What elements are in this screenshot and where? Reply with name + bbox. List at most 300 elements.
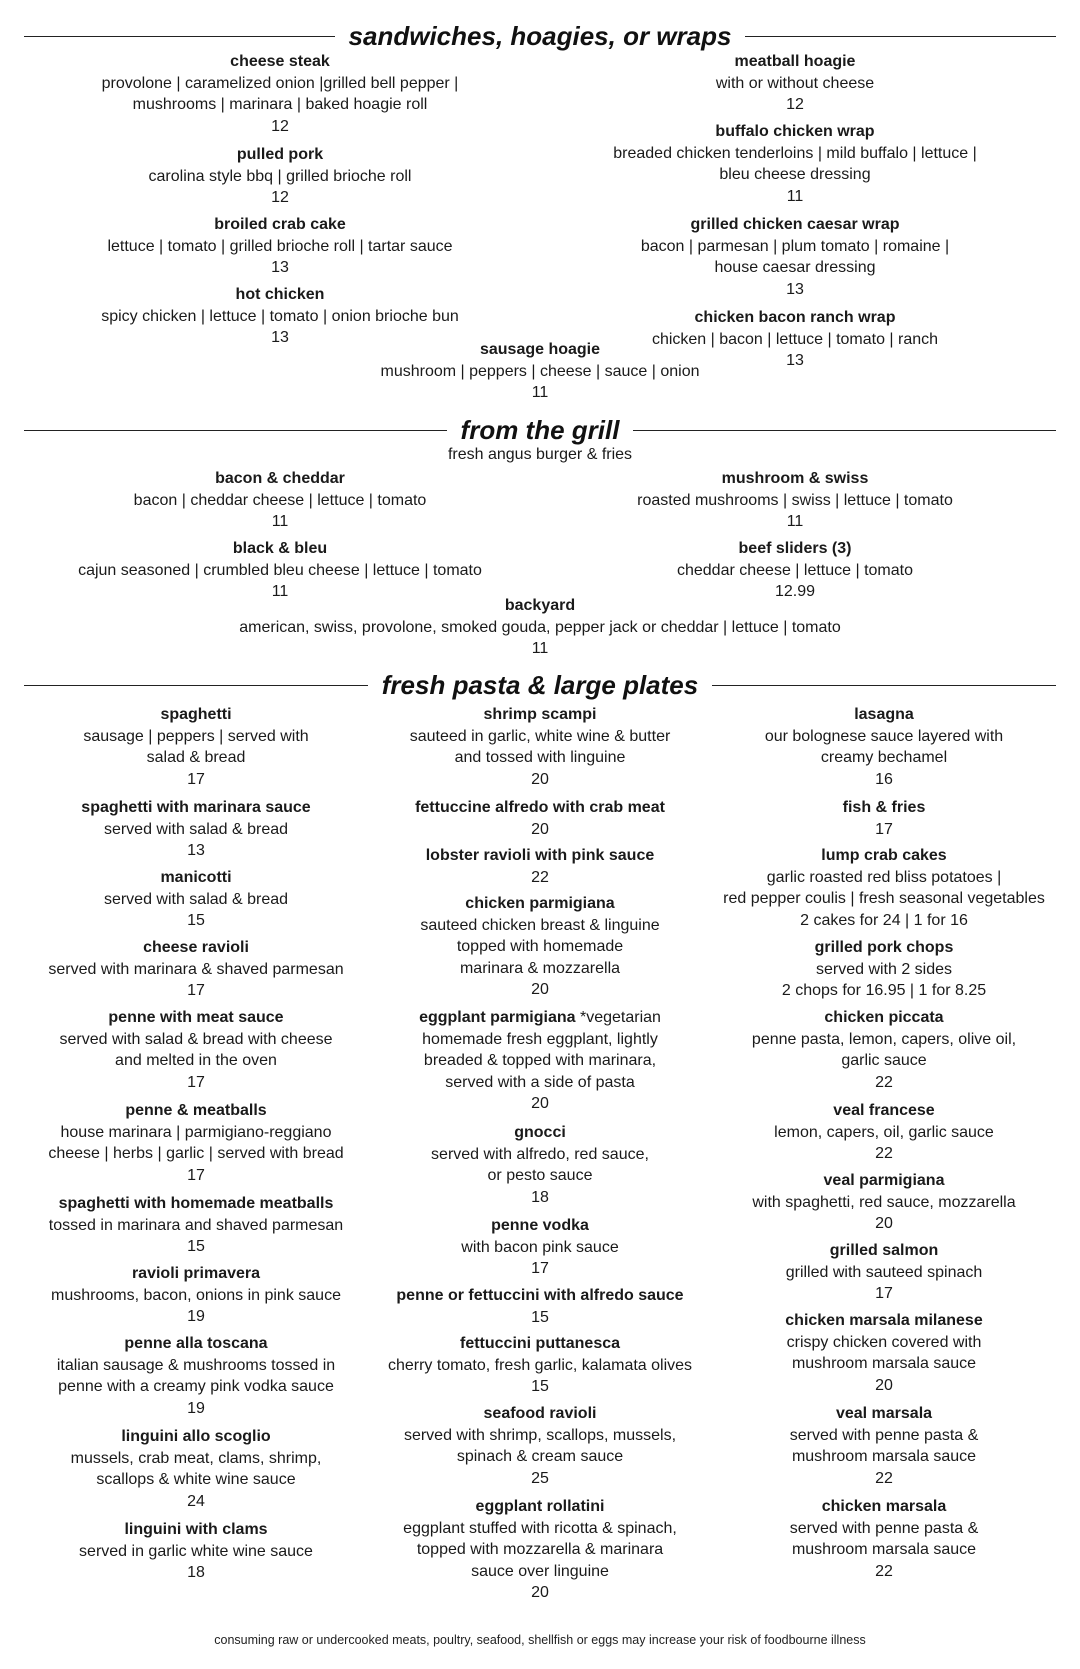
item-description	[60, 166, 500, 188]
menu-item	[20, 704, 372, 790]
item-description	[60, 73, 500, 116]
item-name-text: black & bleu	[232, 540, 328, 557]
item-description-line: carolina style bbq | grilled brioche roll	[148, 167, 412, 185]
item-price: 25	[531, 1469, 549, 1487]
item-name	[706, 1310, 1062, 1332]
item-price: 22	[875, 1562, 893, 1580]
item-description-line: creamy bechamel	[820, 749, 948, 766]
item-name-text: chicken marsala	[821, 1498, 947, 1515]
item-description-line: mushroom | peppers | cheese | sauce | onion	[380, 362, 700, 380]
item-name-text: fettuccini puttanesca	[459, 1335, 621, 1352]
item-description-line: with or without cheese	[715, 74, 875, 92]
item-name	[20, 1100, 372, 1122]
item-name-text: veal francese	[833, 1102, 935, 1119]
item-name	[706, 1403, 1062, 1425]
item-name-text: linguini allo scoglio	[121, 1428, 271, 1445]
item-name	[376, 1122, 704, 1144]
item-price: 20	[875, 1215, 893, 1232]
item-name-text: eggplant parmigiana	[419, 1009, 576, 1026]
section-subtitle: fresh angus burger & fries	[447, 446, 633, 463]
item-name-text: ravioli primavera	[131, 1265, 261, 1282]
menu-item	[20, 1100, 372, 1186]
menu-item	[706, 937, 1062, 1002]
item-price: 13	[786, 280, 804, 298]
item-description	[575, 236, 1015, 279]
item-description	[706, 1332, 1062, 1375]
item-price: 15	[531, 1378, 549, 1395]
item-name	[376, 1215, 704, 1237]
menu-item	[575, 538, 1015, 603]
item-price: 22	[531, 868, 549, 886]
item-description	[376, 726, 704, 769]
item-description-line: with bacon pink sauce	[461, 1238, 619, 1256]
item-description	[575, 560, 1015, 582]
item-price: 16	[875, 770, 893, 788]
item-description-line: house marinara | parmigiano-reggiano	[60, 1123, 332, 1141]
item-description	[575, 73, 1015, 95]
item-description	[20, 1122, 372, 1165]
item-description	[376, 915, 704, 980]
item-description	[290, 361, 790, 383]
menu-item	[376, 1215, 704, 1280]
item-description-line: served with shrimp, scallops, mussels,	[403, 1426, 677, 1444]
item-price: 19	[187, 1308, 205, 1325]
menu-item	[20, 797, 372, 862]
item-name	[376, 1496, 704, 1518]
item-name	[376, 1285, 704, 1307]
item-name-text: spaghetti with marinara sauce	[81, 799, 311, 816]
item-price: 2 cakes for 24 | 1 for 16	[800, 911, 968, 929]
item-name	[376, 1333, 704, 1355]
item-price: 15	[187, 1238, 205, 1255]
item-description-line: tossed in marinara and shaved parmesan	[48, 1216, 344, 1234]
section-title: sandwiches, hoagies, or wraps	[348, 20, 732, 51]
item-name-text: linguini with clams	[124, 1521, 268, 1538]
item-description-line: bacon | cheddar cheese | lettuce | tomato	[133, 491, 427, 509]
item-name	[376, 893, 704, 915]
item-price: 24	[187, 1492, 205, 1510]
menu-item	[376, 1496, 704, 1604]
item-name	[376, 704, 704, 726]
item-description	[706, 867, 1062, 910]
item-description-line: sauce over linguine	[471, 1562, 609, 1580]
item-description	[20, 1215, 372, 1237]
item-name-text: veal parmigiana	[823, 1172, 945, 1189]
item-name	[706, 937, 1062, 959]
menu-item	[60, 214, 500, 279]
item-price: 20	[531, 981, 549, 998]
item-price: 13	[786, 352, 804, 369]
item-description-line: cherry tomato, fresh garlic, kalamata olives	[387, 1356, 693, 1374]
item-name	[376, 797, 704, 819]
divider-rule	[633, 430, 1056, 431]
menu-item	[60, 51, 500, 137]
item-name	[706, 845, 1062, 867]
item-name	[20, 1263, 372, 1285]
menu-item	[575, 51, 1015, 116]
item-description	[706, 1425, 1062, 1468]
item-description	[20, 1541, 372, 1563]
menu-item	[706, 845, 1062, 931]
item-name	[706, 797, 1062, 819]
item-description	[60, 236, 500, 258]
divider-rule	[712, 685, 1056, 686]
item-description-line: penne pasta, lemon, capers, olive oil,	[751, 1030, 1017, 1048]
menu-item	[20, 1426, 372, 1512]
menu-item	[290, 339, 790, 404]
menu-item	[706, 704, 1062, 790]
item-name	[376, 1403, 704, 1425]
item-description	[376, 1144, 704, 1187]
item-name	[575, 51, 1015, 73]
item-description-line: or pesto sauce	[487, 1167, 593, 1184]
item-description	[20, 819, 372, 841]
item-name-text: penne with meat sauce	[108, 1009, 284, 1026]
item-description-line: cheddar cheese | lettuce | tomato	[676, 561, 913, 579]
menu-item	[706, 1403, 1062, 1489]
item-description-line: italian sausage & mushrooms tossed in	[56, 1356, 336, 1374]
item-name-text: buffalo chicken wrap	[715, 123, 875, 140]
item-name-text: grilled salmon	[829, 1242, 939, 1259]
item-description	[140, 617, 940, 639]
item-name-text: chicken bacon ranch wrap	[694, 309, 896, 326]
item-price: 12	[271, 117, 289, 135]
divider-rule	[24, 36, 335, 37]
item-description-line: bacon | parmesan | plum tomato | romaine |	[640, 237, 950, 255]
item-name-text: grilled chicken caesar wrap	[690, 216, 900, 233]
item-name	[20, 937, 372, 959]
item-name-text: lump crab cakes	[821, 847, 947, 864]
menu-item	[20, 1519, 372, 1584]
item-description	[376, 1425, 704, 1468]
item-description-line: mushroom marsala sauce	[791, 1541, 977, 1558]
item-name	[706, 704, 1062, 726]
item-price: 17	[187, 1073, 205, 1091]
item-description-line: served with penne pasta &	[789, 1519, 979, 1537]
menu-item	[706, 1310, 1062, 1396]
menu-item	[20, 1193, 372, 1258]
item-name	[575, 468, 1015, 490]
item-description-line: our bolognese sauce layered with	[764, 727, 1004, 745]
allergy-disclaimer: consuming raw or undercooked meats, poultry, seafood, shellfish or eggs may increase your risk of foodbourne illness	[214, 1633, 866, 1647]
item-description-line: american, swiss, provolone, smoked gouda, pepper jack or cheddar | lettuce | tomato	[239, 618, 841, 636]
item-description	[706, 1518, 1062, 1561]
item-price: 11	[786, 513, 804, 530]
item-description-line: served with salad & bread	[103, 890, 289, 908]
item-note: *vegetarian	[575, 1009, 661, 1026]
item-name	[20, 797, 372, 819]
item-name-text: mushroom & swiss	[721, 470, 869, 487]
item-name	[376, 1007, 704, 1029]
item-name	[706, 1007, 1062, 1029]
item-description-line: roasted mushrooms | swiss | lettuce | tomato	[637, 491, 953, 509]
item-name	[20, 704, 372, 726]
item-price: 11	[531, 640, 549, 657]
item-price: 20	[875, 1376, 893, 1394]
item-description	[706, 1122, 1062, 1144]
menu-item	[20, 1333, 372, 1419]
item-name	[575, 121, 1015, 143]
item-price: 22	[875, 1145, 893, 1162]
section-title: fresh pasta & large plates	[381, 669, 699, 700]
item-price: 15	[531, 1308, 549, 1326]
item-price: 13	[271, 259, 289, 276]
item-name	[575, 214, 1015, 236]
item-description	[50, 560, 510, 582]
divider-rule	[24, 685, 368, 686]
item-description-line: crispy chicken covered with	[786, 1333, 982, 1351]
item-price: 17	[531, 1260, 549, 1277]
item-description-line: served with marinara & shaved parmesan	[48, 960, 344, 978]
item-name-text: seafood ravioli	[483, 1405, 597, 1422]
item-name	[575, 538, 1015, 560]
item-name-text: cheese steak	[230, 53, 330, 70]
item-price: 12	[786, 96, 804, 113]
divider-rule	[24, 430, 447, 431]
item-description	[376, 1029, 704, 1094]
item-description	[20, 1285, 372, 1307]
item-name	[140, 595, 940, 617]
item-description-line: spinach & cream sauce	[456, 1448, 624, 1465]
item-description-line: mushrooms | marinara | baked hoagie roll	[132, 96, 428, 113]
menu-item	[376, 1285, 704, 1328]
item-description-line: topped with mozzarella & marinara	[416, 1541, 664, 1558]
section-title: from the grill	[460, 414, 620, 445]
menu-item	[706, 1170, 1062, 1235]
item-price: 20	[531, 770, 549, 788]
menu-item	[376, 797, 704, 840]
menu-item	[376, 704, 704, 790]
item-name-text: lasagna	[854, 706, 914, 723]
item-name	[20, 867, 372, 889]
divider-rule	[745, 36, 1056, 37]
item-price: 13	[271, 329, 289, 346]
item-description	[575, 143, 1015, 186]
menu-item	[60, 144, 500, 209]
item-name-text: manicotti	[160, 869, 232, 886]
menu-item	[20, 867, 372, 932]
menu-item	[575, 121, 1015, 207]
item-price: 11	[271, 583, 289, 600]
menu-item	[376, 893, 704, 1001]
item-description-line: penne with a creamy pink vodka sauce	[58, 1378, 334, 1395]
item-name	[575, 307, 1015, 329]
item-description	[376, 1518, 704, 1583]
item-name-text: chicken piccata	[824, 1009, 944, 1026]
item-description	[20, 889, 372, 911]
item-price: 11	[531, 384, 549, 401]
item-description	[706, 1029, 1062, 1072]
item-price: 22	[875, 1073, 893, 1091]
item-description-line: lemon, capers, oil, garlic sauce	[774, 1123, 994, 1141]
item-name-text: spaghetti	[160, 706, 232, 723]
item-price: 15	[187, 912, 205, 929]
item-description-line: mushroom marsala sauce	[791, 1448, 977, 1465]
item-name	[50, 468, 510, 490]
item-description	[20, 1355, 372, 1398]
item-name	[20, 1193, 372, 1215]
item-description-line: served with 2 sides	[815, 960, 953, 978]
item-description-line: and melted in the oven	[115, 1052, 277, 1069]
menu-item	[376, 1403, 704, 1489]
item-name-text: shrimp scampi	[483, 706, 597, 723]
item-description-line: chicken | bacon | lettuce | tomato | ranch	[651, 330, 939, 348]
item-price: 22	[875, 1469, 893, 1487]
item-price: 20	[531, 820, 549, 838]
item-description-line: red pepper coulis | fresh seasonal vegetables	[723, 890, 1045, 907]
item-name-text: cheese ravioli	[143, 939, 249, 956]
item-description-line: spicy chicken | lettuce | tomato | onion brioche bun	[101, 307, 459, 325]
item-description-line: breaded chicken tenderloins | mild buffalo | lettuce |	[613, 144, 977, 162]
item-name-text: broiled crab cake	[214, 216, 346, 233]
item-name	[60, 284, 500, 306]
item-name	[20, 1007, 372, 1029]
menu-item	[376, 845, 704, 888]
item-price: 17	[187, 982, 205, 999]
item-name-text: penne & meatballs	[125, 1102, 267, 1119]
item-description	[706, 1262, 1062, 1284]
item-name-text: hot chicken	[235, 286, 325, 303]
item-description-line: mushrooms, bacon, onions in pink sauce	[51, 1286, 341, 1304]
item-name	[50, 538, 510, 560]
item-description-line: house caesar dressing	[714, 259, 876, 276]
item-price: 2 chops for 16.95 | 1 for 8.25	[781, 982, 987, 999]
item-description	[20, 726, 372, 769]
item-description	[20, 1029, 372, 1072]
item-description-line: sausage | peppers | served with	[83, 727, 309, 745]
menu-item	[140, 595, 940, 660]
item-description	[20, 1448, 372, 1491]
item-description-line: bleu cheese dressing	[719, 166, 871, 183]
item-description	[60, 306, 500, 328]
item-description	[575, 490, 1015, 512]
item-price: 17	[875, 820, 893, 838]
item-description-line: served with alfredo, red sauce,	[431, 1145, 649, 1163]
item-name-text: penne vodka	[491, 1217, 589, 1234]
menu-item	[376, 1122, 704, 1208]
menu-item	[706, 1240, 1062, 1305]
item-description-line: topped with homemade	[456, 938, 624, 955]
item-description	[376, 1355, 704, 1377]
item-name-text: penne or fettuccini with alfredo sauce	[396, 1287, 684, 1304]
item-description-line: mussels, crab meat, clams, shrimp,	[70, 1449, 322, 1467]
item-name	[376, 845, 704, 867]
item-price: 12.99	[774, 583, 816, 600]
item-description-line: sauteed chicken breast & linguine	[420, 916, 660, 934]
item-description-line: marinara & mozzarella	[459, 959, 621, 977]
menu-item	[575, 214, 1015, 300]
menu-item	[50, 468, 510, 533]
item-name-text: lobster ravioli with pink sauce	[425, 847, 655, 864]
item-price: 19	[187, 1399, 205, 1417]
item-name-text: eggplant rollatini	[475, 1498, 605, 1515]
item-price: 17	[187, 1166, 205, 1184]
item-description-line: and tossed with linguine	[454, 749, 626, 766]
menu-item	[20, 937, 372, 1002]
item-name-text: gnocci	[514, 1124, 566, 1141]
item-price: 11	[786, 187, 804, 205]
item-description	[706, 726, 1062, 769]
item-name	[706, 1240, 1062, 1262]
section-header-grill	[24, 410, 1056, 450]
item-name-text: pulled pork	[236, 146, 324, 163]
item-description-line: cheese | herbs | garlic | served with bread	[48, 1145, 344, 1162]
item-name-text: chicken marsala milanese	[785, 1312, 983, 1329]
item-name-text: veal marsala	[835, 1405, 933, 1422]
item-description-line: lettuce | tomato | grilled brioche roll | tartar sauce	[107, 237, 453, 255]
item-description-line: grilled with sauteed spinach	[785, 1263, 983, 1281]
item-name-text: penne alla toscana	[124, 1335, 268, 1352]
item-name-text: backyard	[504, 597, 576, 614]
item-name-text: sausage hoagie	[479, 341, 601, 358]
item-price: 17	[187, 770, 205, 788]
section-header-sandwiches	[24, 16, 1056, 56]
item-description-line: salad & bread	[146, 749, 246, 766]
menu-item	[376, 1333, 704, 1398]
item-description-line: served with penne pasta &	[789, 1426, 979, 1444]
menu-item	[376, 1007, 704, 1115]
item-price: 13	[187, 842, 205, 859]
item-name	[20, 1426, 372, 1448]
item-price: 20	[531, 1584, 549, 1601]
item-price: 20	[531, 1095, 549, 1112]
item-description-line: served in garlic white wine sauce	[79, 1542, 313, 1560]
menu-item	[20, 1007, 372, 1093]
item-name	[60, 144, 500, 166]
item-description	[706, 1192, 1062, 1214]
item-name	[706, 1100, 1062, 1122]
item-description-line: scallops & white wine sauce	[96, 1471, 296, 1488]
item-price: 17	[875, 1285, 893, 1302]
item-name-text: beef sliders (3)	[738, 540, 852, 557]
item-name	[60, 214, 500, 236]
item-description-line: homemade fresh eggplant, lightly	[422, 1030, 658, 1048]
item-description	[376, 1237, 704, 1259]
item-name-text: chicken parmigiana	[465, 895, 615, 912]
item-description-line: cajun seasoned | crumbled bleu cheese | lettuce | tomato	[78, 561, 482, 579]
item-description-line: served with a side of pasta	[445, 1073, 635, 1091]
item-name	[290, 339, 790, 361]
menu-item	[706, 1496, 1062, 1582]
item-description-line: with spaghetti, red sauce, mozzarella	[752, 1193, 1016, 1211]
item-price: 11	[271, 513, 289, 530]
item-name-text: bacon & cheddar	[215, 470, 345, 487]
menu-item	[706, 1007, 1062, 1093]
item-name-text: fettuccine alfredo with crab meat	[415, 799, 665, 816]
item-price: 12	[271, 189, 289, 206]
menu-item	[50, 538, 510, 603]
item-price: 18	[187, 1564, 205, 1581]
item-description-line: served with salad & bread	[103, 820, 289, 838]
menu-item	[20, 1263, 372, 1328]
item-description	[706, 959, 1062, 981]
item-name-text: fish & fries	[842, 799, 926, 816]
item-description	[50, 490, 510, 512]
item-name	[60, 51, 500, 73]
item-name-text: spaghetti with homemade meatballs	[58, 1195, 334, 1212]
item-name-text: meatball hoagie	[734, 53, 856, 70]
item-description-line: mushroom marsala sauce	[791, 1355, 977, 1372]
item-name	[20, 1519, 372, 1541]
item-name	[706, 1170, 1062, 1192]
item-price: 18	[531, 1188, 549, 1206]
item-description-line: garlic sauce	[841, 1052, 927, 1069]
menu-item	[706, 1100, 1062, 1165]
menu-item	[575, 468, 1015, 533]
item-description-line: eggplant stuffed with ricotta & spinach,	[403, 1519, 677, 1537]
section-header-pasta	[24, 665, 1056, 705]
menu-item	[706, 797, 1062, 840]
